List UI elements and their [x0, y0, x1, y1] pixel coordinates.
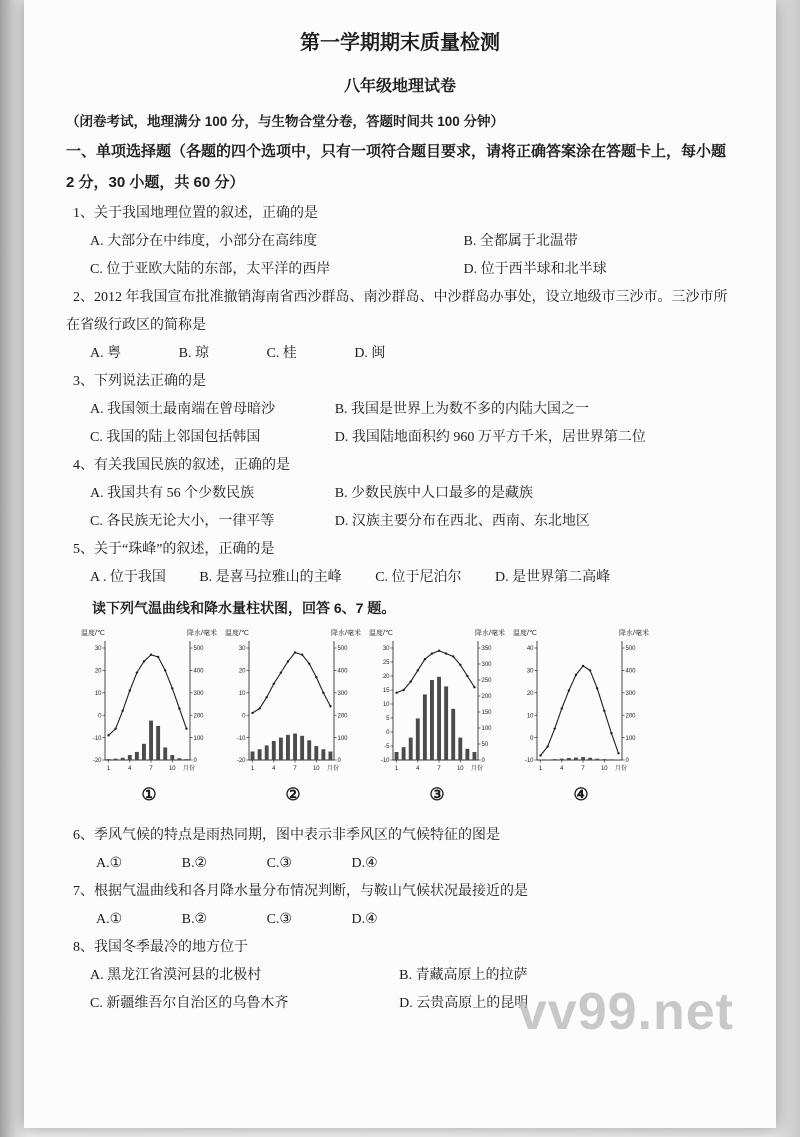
- climate-chart-1-figure: [80, 626, 218, 784]
- question-3: [66, 368, 734, 452]
- svg-text:降水/毫米: 降水/毫米: [187, 630, 217, 637]
- page-subtitle: 八年级地理试卷: [343, 78, 456, 95]
- question-1-option-b: B. 全都属于北温带: [463, 234, 578, 249]
- question-6-stem: 6、季风气候的特点是雨热同期，图中表示非季风区的气候特征的图是: [73, 828, 500, 843]
- question-4-option-c: C. 各民族无论大小，一律平等: [90, 514, 275, 529]
- svg-text:7: 7: [581, 766, 585, 772]
- svg-text:200: 200: [481, 694, 492, 701]
- svg-text:0: 0: [98, 713, 102, 720]
- svg-text:7: 7: [293, 766, 297, 772]
- question-2-option-c: C. 桂: [266, 346, 297, 361]
- question-6-option-d: D.④: [351, 856, 378, 871]
- svg-text:-20: -20: [236, 758, 246, 765]
- svg-text:4: 4: [416, 766, 420, 772]
- question-2-stem: 2、2012 年我国宣布批准撤销海南省西沙群岛、南沙群岛、中沙群岛办事处，设立地级市三沙市。三沙市所在省级行政区的简称是: [66, 290, 728, 333]
- climate-chart-1: [80, 626, 218, 806]
- svg-text:50: 50: [481, 742, 489, 749]
- question-6-option-b: B.②: [181, 856, 208, 871]
- svg-text:300: 300: [625, 691, 636, 697]
- svg-text:30: 30: [526, 668, 534, 675]
- question-1-option-c: C. 位于亚欧大陆的东部，太平洋的西岸: [90, 262, 331, 277]
- svg-text:1: 1: [538, 766, 543, 772]
- svg-text:月份: 月份: [471, 766, 484, 772]
- page-title: 第一学期期末质量检测: [300, 32, 500, 54]
- question-7-option-c: C.③: [266, 912, 292, 927]
- question-1-stem: 1、关于我国地理位置的叙述，正确的是: [73, 206, 318, 221]
- svg-text:10: 10: [94, 691, 102, 697]
- svg-text:400: 400: [193, 668, 204, 675]
- question-7-option-a: A.①: [96, 912, 123, 927]
- question-5-option-d: D. 是世界第二高峰: [495, 570, 611, 585]
- question-4-option-d: D. 汉族主要分布在西北、西南、东北地区: [334, 514, 590, 529]
- question-4-option-b: B. 少数民族中人口最多的是藏族: [334, 486, 534, 501]
- svg-text:100: 100: [337, 735, 348, 742]
- chart-2-label: ②: [285, 785, 301, 804]
- svg-text:30: 30: [238, 646, 246, 653]
- charts-intro: 读下列气温曲线和降水量柱状图，回答 6、7 题。: [92, 600, 396, 616]
- svg-text:4: 4: [560, 766, 564, 772]
- chart-4-label: ④: [573, 785, 589, 804]
- svg-text:400: 400: [625, 668, 636, 675]
- svg-text:0: 0: [625, 758, 629, 765]
- exam-page: [24, 0, 776, 1128]
- chart-3-label: ③: [429, 785, 445, 804]
- question-1-option-a: A. 大部分在中纬度，小部分在高纬度: [90, 234, 318, 249]
- chart-1-label: ①: [141, 785, 157, 804]
- question-5-option-a: A . 位于我国: [90, 570, 166, 585]
- question-1: [66, 200, 734, 284]
- svg-text:250: 250: [481, 678, 492, 685]
- question-3-option-c: C. 我国的陆上邻国包括韩国: [90, 430, 261, 445]
- svg-text:300: 300: [193, 691, 204, 697]
- question-2-option-b: B. 琼: [178, 346, 209, 361]
- climate-chart-3: [368, 626, 506, 806]
- climate-charts: [66, 626, 734, 806]
- question-8-option-a: A. 黑龙江省漠河县的北极村: [90, 968, 262, 983]
- question-7: [66, 878, 734, 934]
- svg-text:40: 40: [526, 646, 534, 653]
- svg-text:1: 1: [106, 766, 111, 772]
- question-2-option-a: A. 粤: [90, 346, 122, 361]
- svg-text:-20: -20: [92, 758, 102, 765]
- svg-text:5: 5: [386, 716, 390, 723]
- svg-text:降水/毫米: 降水/毫米: [475, 630, 505, 637]
- question-3-stem: 3、下列说法正确的是: [73, 374, 206, 389]
- question-7-option-b: B.②: [181, 912, 208, 927]
- climate-chart-3-figure: [368, 626, 506, 784]
- svg-text:-10: -10: [236, 735, 246, 742]
- question-4: [66, 452, 734, 536]
- section-heading: 一、单项选择题（各题的四个选项中，只有一项符合题目要求，请将正确答案涂在答题卡上，每小题 2 分，30 小题，共 60 分）: [66, 143, 727, 191]
- svg-text:10: 10: [312, 766, 320, 772]
- question-5: [66, 536, 734, 592]
- svg-text:月份: 月份: [183, 766, 196, 772]
- svg-text:降水/毫米: 降水/毫米: [619, 630, 649, 637]
- watermark: vv99.net: [517, 983, 734, 1041]
- question-3-option-b: B. 我国是世界上为数不多的内陆大国之一: [334, 402, 590, 417]
- svg-text:20: 20: [382, 674, 390, 681]
- question-5-stem: 5、关于“珠峰”的叙述，正确的是: [73, 542, 275, 557]
- svg-text:150: 150: [481, 710, 492, 717]
- svg-text:350: 350: [481, 646, 492, 653]
- svg-text:月份: 月份: [327, 766, 340, 772]
- question-7-stem: 7、根据气温曲线和各月降水量分布情况判断，与鞍山气候状况最接近的是: [73, 884, 528, 899]
- climate-chart-4: [512, 626, 650, 806]
- climate-chart-2-figure: [224, 626, 362, 784]
- svg-text:100: 100: [193, 735, 204, 742]
- question-8-option-c: C. 新疆维吾尔自治区的乌鲁木齐: [90, 996, 289, 1011]
- svg-text:-10: -10: [380, 758, 390, 765]
- svg-text:30: 30: [94, 646, 102, 653]
- svg-text:10: 10: [168, 766, 176, 772]
- svg-text:-10: -10: [92, 735, 102, 742]
- svg-text:4: 4: [272, 766, 276, 772]
- svg-text:0: 0: [242, 713, 246, 720]
- svg-text:温度/℃: 温度/℃: [81, 630, 105, 637]
- climate-chart-2: [224, 626, 362, 806]
- svg-text:4: 4: [128, 766, 132, 772]
- svg-text:10: 10: [456, 766, 464, 772]
- svg-text:300: 300: [337, 691, 348, 697]
- svg-text:降水/毫米: 降水/毫米: [331, 630, 361, 637]
- svg-text:10: 10: [238, 691, 246, 697]
- svg-text:0: 0: [530, 735, 534, 742]
- question-2: [66, 284, 734, 368]
- svg-text:20: 20: [238, 668, 246, 675]
- svg-text:温度/℃: 温度/℃: [513, 630, 537, 637]
- svg-text:温度/℃: 温度/℃: [225, 630, 249, 637]
- svg-text:200: 200: [337, 713, 348, 720]
- question-6-option-a: A.①: [96, 856, 123, 871]
- question-1-option-d: D. 位于西半球和北半球: [463, 262, 607, 277]
- svg-text:7: 7: [149, 766, 153, 772]
- svg-text:20: 20: [526, 691, 534, 697]
- climate-chart-4-figure: [512, 626, 650, 784]
- question-6: [66, 822, 734, 878]
- question-2-option-d: D. 闽: [354, 346, 386, 361]
- svg-text:400: 400: [337, 668, 348, 675]
- question-4-option-a: A. 我国共有 56 个少数民族: [90, 486, 255, 501]
- svg-text:500: 500: [193, 646, 204, 653]
- svg-text:500: 500: [337, 646, 348, 653]
- svg-text:10: 10: [526, 713, 534, 720]
- svg-text:7: 7: [437, 766, 441, 772]
- exam-note: （闭卷考试，地理满分 100 分，与生物合堂分卷，答题时间共 100 分钟）: [66, 114, 505, 129]
- question-3-option-a: A. 我国领土最南端在曾母暗沙: [90, 402, 276, 417]
- svg-text:20: 20: [94, 668, 102, 675]
- svg-text:300: 300: [481, 662, 492, 669]
- svg-text:0: 0: [386, 730, 390, 737]
- svg-text:0: 0: [481, 758, 485, 765]
- question-4-stem: 4、有关我国民族的叙述，正确的是: [73, 458, 290, 473]
- svg-text:500: 500: [625, 646, 636, 653]
- question-8-stem: 8、我国冬季最冷的地方位于: [73, 940, 248, 955]
- svg-text:10: 10: [382, 702, 390, 709]
- svg-text:200: 200: [193, 713, 204, 720]
- svg-text:25: 25: [382, 660, 390, 667]
- question-5-option-c: C. 位于尼泊尔: [375, 570, 462, 585]
- svg-text:-5: -5: [384, 744, 390, 751]
- svg-text:15: 15: [382, 688, 390, 695]
- svg-text:月份: 月份: [615, 766, 628, 772]
- svg-text:1: 1: [394, 766, 399, 772]
- question-6-option-c: C.③: [266, 856, 292, 871]
- svg-text:100: 100: [625, 735, 636, 742]
- svg-text:0: 0: [193, 758, 197, 765]
- svg-text:0: 0: [337, 758, 341, 765]
- question-7-option-d: D.④: [351, 912, 378, 927]
- svg-text:100: 100: [481, 726, 492, 733]
- question-5-option-b: B. 是喜马拉雅山的主峰: [199, 570, 342, 585]
- question-8-option-b: B. 青藏高原上的拉萨: [399, 968, 528, 983]
- svg-text:200: 200: [625, 713, 636, 720]
- question-3-option-d: D. 我国陆地面积约 960 万平方千米，居世界第二位: [334, 430, 646, 445]
- svg-text:-10: -10: [524, 758, 534, 765]
- svg-text:温度/℃: 温度/℃: [369, 630, 393, 637]
- svg-text:30: 30: [382, 646, 390, 653]
- svg-text:10: 10: [600, 766, 608, 772]
- svg-text:1: 1: [250, 766, 255, 772]
- question-8-option-d: D. 云贵高原上的昆明: [399, 996, 529, 1011]
